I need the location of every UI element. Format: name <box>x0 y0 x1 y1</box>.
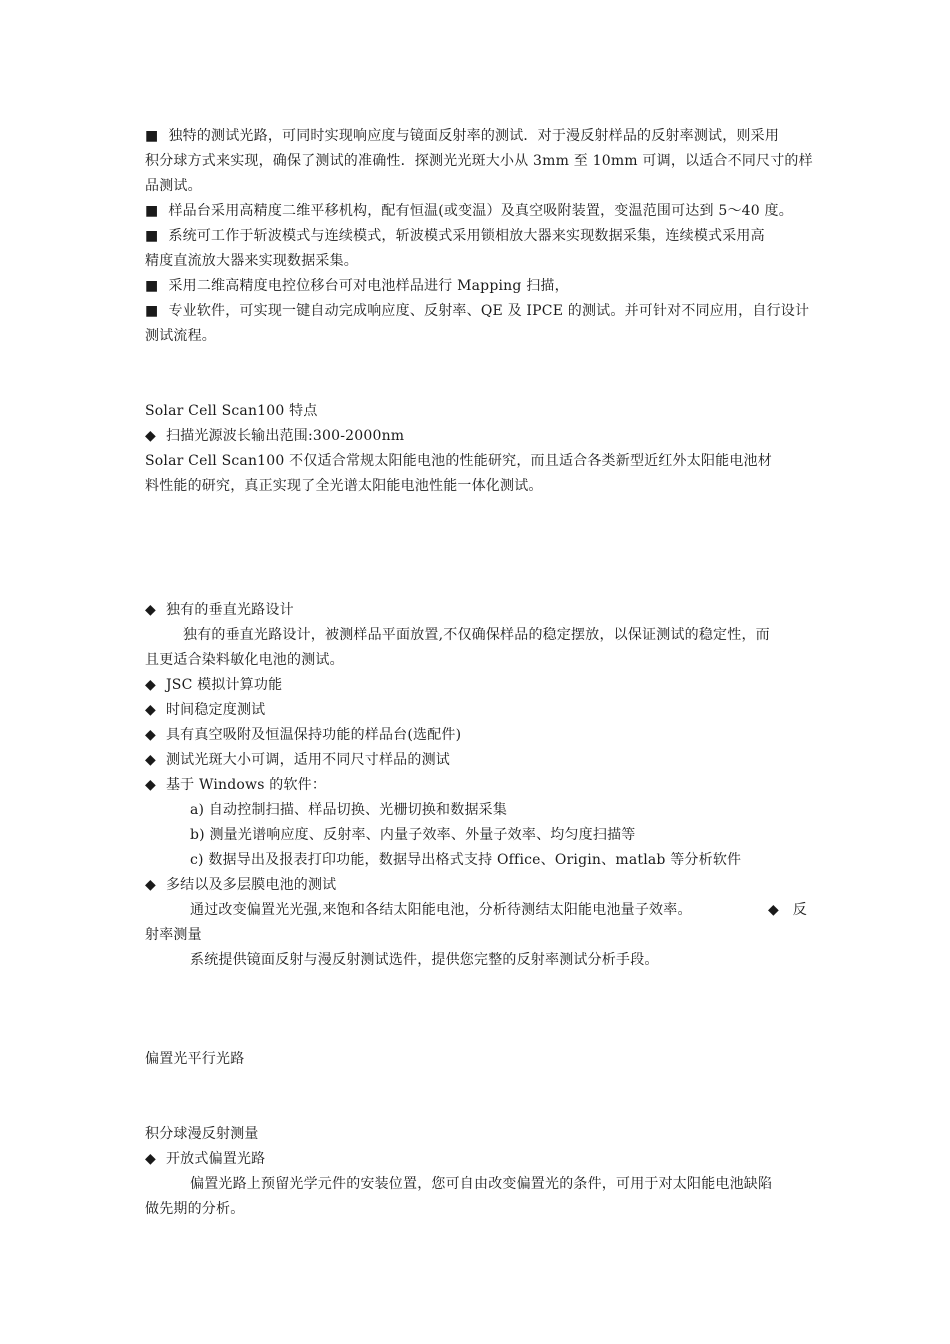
jsc-item: ◆ JSC 模拟计算功能 <box>145 677 283 693</box>
software-sub-item-a: a) 自动控制扫描、样品切换、光栅切换和数据采集 <box>190 802 508 818</box>
vertical-path-title: ◆ 独有的垂直光路设计 <box>145 602 294 618</box>
feature-item-3-line-2: 精度直流放大器来实现数据采集。 <box>145 253 358 269</box>
feature-item-4: ■ 采用二维高精度电控位移台可对电池样品进行 Mapping 扫描， <box>145 278 569 294</box>
scan100-desc-line-1: Solar Cell Scan100 不仅适合常规太阳能电池的性能研究，而且适合各类新型近红外太阳能电池材 <box>145 453 772 469</box>
open-bias-path-title: ◆ 开放式偏置光路 <box>145 1151 266 1167</box>
diamond-bullet-icon: ◆ <box>145 1151 156 1167</box>
square-bullet-icon: ■ <box>145 303 159 319</box>
spot-size-item: ◆ 测试光斑大小可调，适用不同尺寸样品的测试 <box>145 752 450 768</box>
reflectance-bullet: ◆ 反 <box>768 902 807 918</box>
feature-item-1-line-3: 品测试。 <box>145 178 202 194</box>
square-bullet-icon: ■ <box>145 278 159 294</box>
square-bullet-icon: ■ <box>145 128 159 144</box>
diamond-bullet-icon: ◆ <box>145 752 156 768</box>
diamond-bullet-icon: ◆ <box>145 702 156 718</box>
feature-item-3-line-1: ■ 系统可工作于斩波模式与连续模式，斩波模式采用锁相放大器来实现数据采集，连续模式采用高 <box>145 228 765 244</box>
diamond-bullet-icon: ◆ <box>145 677 156 693</box>
vertical-path-desc-line-2: 且更适合染料敏化电池的测试。 <box>145 652 344 668</box>
software-sub-item-c: c) 数据导出及报表打印功能，数据导出格式支持 Office、Origin、matlab 等分析软件 <box>190 852 742 868</box>
bias-parallel-path-heading: 偏置光平行光路 <box>145 1051 245 1067</box>
feature-item-5-line-2: 测试流程。 <box>145 328 216 344</box>
wavelength-range-item: ◆ 扫描光源波长输出范围:300-2000nm <box>145 428 405 444</box>
reflectance-title-tail: 射率测量 <box>145 927 202 943</box>
diamond-bullet-icon: ◆ <box>145 428 156 444</box>
open-bias-path-desc-line-2: 做先期的分析。 <box>145 1201 245 1217</box>
integrating-sphere-heading: 积分球漫反射测量 <box>145 1126 259 1142</box>
diamond-bullet-icon: ◆ <box>768 902 779 918</box>
square-bullet-icon: ■ <box>145 228 159 244</box>
square-bullet-icon: ■ <box>145 203 159 219</box>
section-title-features: Solar Cell Scan100 特点 <box>145 403 318 419</box>
sample-stage-item: ◆ 具有真空吸附及恒温保持功能的样品台(选配件) <box>145 727 462 743</box>
time-stability-item: ◆ 时间稳定度测试 <box>145 702 266 718</box>
diamond-bullet-icon: ◆ <box>145 602 156 618</box>
multijunction-desc: 通过改变偏置光光强,来饱和各结太阳能电池，分析待测结太阳能电池量子效率。 <box>190 902 692 918</box>
software-sub-item-b: b) 测量光谱响应度、反射率、内量子效率、外量子效率、均匀度扫描等 <box>190 827 636 843</box>
vertical-path-desc-line-1: 独有的垂直光路设计，被测样品平面放置,不仅确保样品的稳定摆放，以保证测试的稳定性，而 <box>183 627 770 643</box>
open-bias-path-desc-line-1: 偏置光路上预留光学元件的安装位置，您可自由改变偏置光的条件，可用于对太阳能电池缺陷 <box>190 1176 773 1192</box>
feature-item-1-line-2: 积分球方式来实现，确保了测试的准确性．探测光光斑大小从 3mm 至 10mm 可调，以适合不同尺寸的样 <box>145 153 813 169</box>
diamond-bullet-icon: ◆ <box>145 777 156 793</box>
windows-software-item: ◆ 基于 Windows 的软件： <box>145 777 327 793</box>
feature-item-5-line-1: ■ 专业软件，可实现一键自动完成响应度、反射率、QE 及 IPCE 的测试。并可针对不同应用，自行设计 <box>145 303 810 319</box>
reflectance-desc: 系统提供镜面反射与漫反射测试选件，提供您完整的反射率测试分析手段。 <box>190 952 659 968</box>
scan100-desc-line-2: 料性能的研究，真正实现了全光谱太阳能电池性能一体化测试。 <box>145 478 543 494</box>
diamond-bullet-icon: ◆ <box>145 727 156 743</box>
feature-item-1-line-1: ■ 独特的测试光路，可同时实现响应度与镜面反射率的测试．对于漫反射样品的反射率测试，则采用 <box>145 128 780 144</box>
diamond-bullet-icon: ◆ <box>145 877 156 893</box>
feature-item-2: ■ 样品台采用高精度二维平移机构，配有恒温(或变温）及真空吸附装置，变温范围可达到 5～40 度。 <box>145 203 793 219</box>
multijunction-title: ◆ 多结以及多层膜电池的测试 <box>145 877 337 893</box>
